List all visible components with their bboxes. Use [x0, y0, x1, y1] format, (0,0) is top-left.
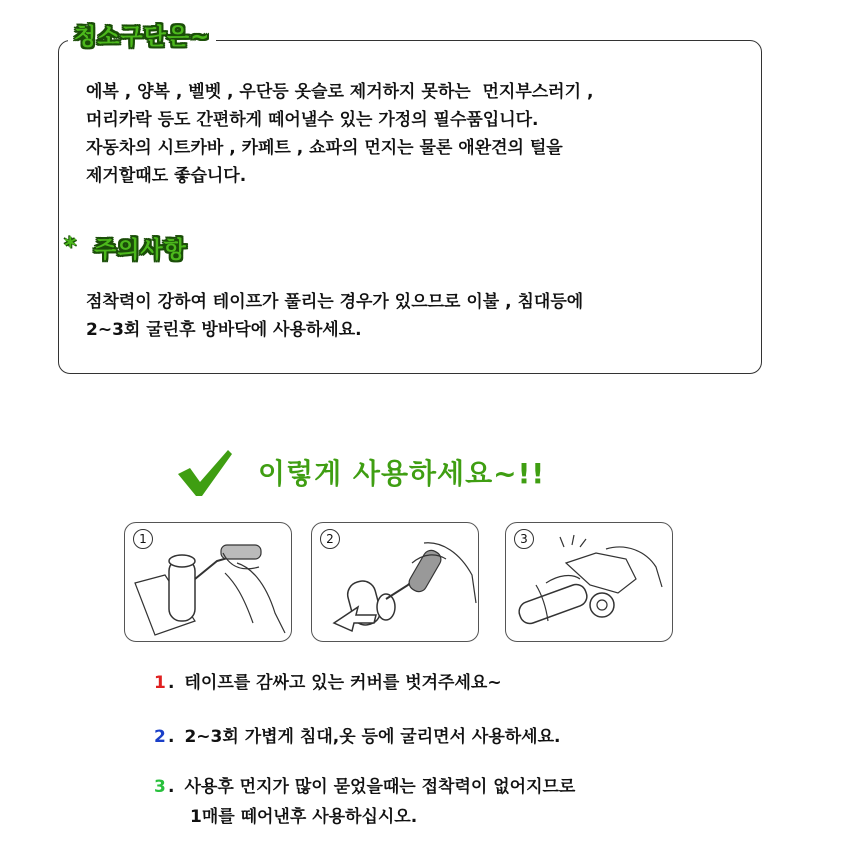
step-1: 1 . 테이프를 감싸고 있는 커버를 벗겨주세요~	[154, 668, 502, 698]
intro-heading: 청소구단은~	[68, 18, 216, 51]
caution-line: 점착력이 강하여 테이프가 풀리는 경우가 있으므로 이불 , 침대등에	[86, 292, 584, 312]
step-3: 3 . 사용후 먼지가 많이 묻었을때는 접착력이 없어지므로 1매를 떼어낸후 사용하십시오.	[154, 772, 575, 832]
intro-line: 에복 , 양복 , 벨벳 , 우단등 옷슬로 제거하지 못하는 먼지부스러기 ,	[86, 82, 594, 102]
intro-line: 자동차의 시트카바 , 카페트 , 쇼파의 먼지는 물론 애완견의 털을	[86, 138, 563, 158]
usage-title: 이렇게 사용하세요~!!	[258, 457, 546, 490]
step-text-continued: 1매를 떼어낸후 사용하십시오.	[190, 807, 418, 827]
step-text: 테이프를 감싸고 있는 커버를 벗겨주세요~	[184, 673, 502, 693]
checkmark-icon	[176, 448, 234, 498]
intro-text	[86, 78, 593, 190]
step-illustration-3	[505, 522, 673, 642]
step-number-badge: 3	[514, 529, 534, 549]
caution-line: 2~3회 굴린후 방바닥에 사용하세요.	[86, 320, 362, 340]
intro-line: 제거할때도 좋습니다.	[86, 166, 247, 186]
step-number: 2	[154, 727, 166, 747]
step-text: 2~3회 가볍게 침대,옷 등에 굴리면서 사용하세요.	[184, 727, 561, 747]
step-number: 3	[154, 777, 166, 797]
intro-line: 머리카락 등도 간편하게 떼어낼수 있는 가정의 필수품입니다.	[86, 110, 539, 130]
step-number-badge: 2	[320, 529, 340, 549]
step-number-badge: 1	[133, 529, 153, 549]
caution-star-icon: *	[64, 232, 77, 260]
step-2: 2 . 2~3회 가볍게 침대,옷 등에 굴리면서 사용하세요.	[154, 722, 560, 752]
step-number: 1	[154, 673, 166, 693]
step-text: 사용후 먼지가 많이 묻었을때는 접착력이 없어지므로	[184, 777, 576, 797]
step-illustration-2	[311, 522, 479, 642]
step-illustration-1	[124, 522, 292, 642]
caution-text	[86, 288, 583, 344]
caution-heading: 주의사항	[94, 237, 187, 263]
